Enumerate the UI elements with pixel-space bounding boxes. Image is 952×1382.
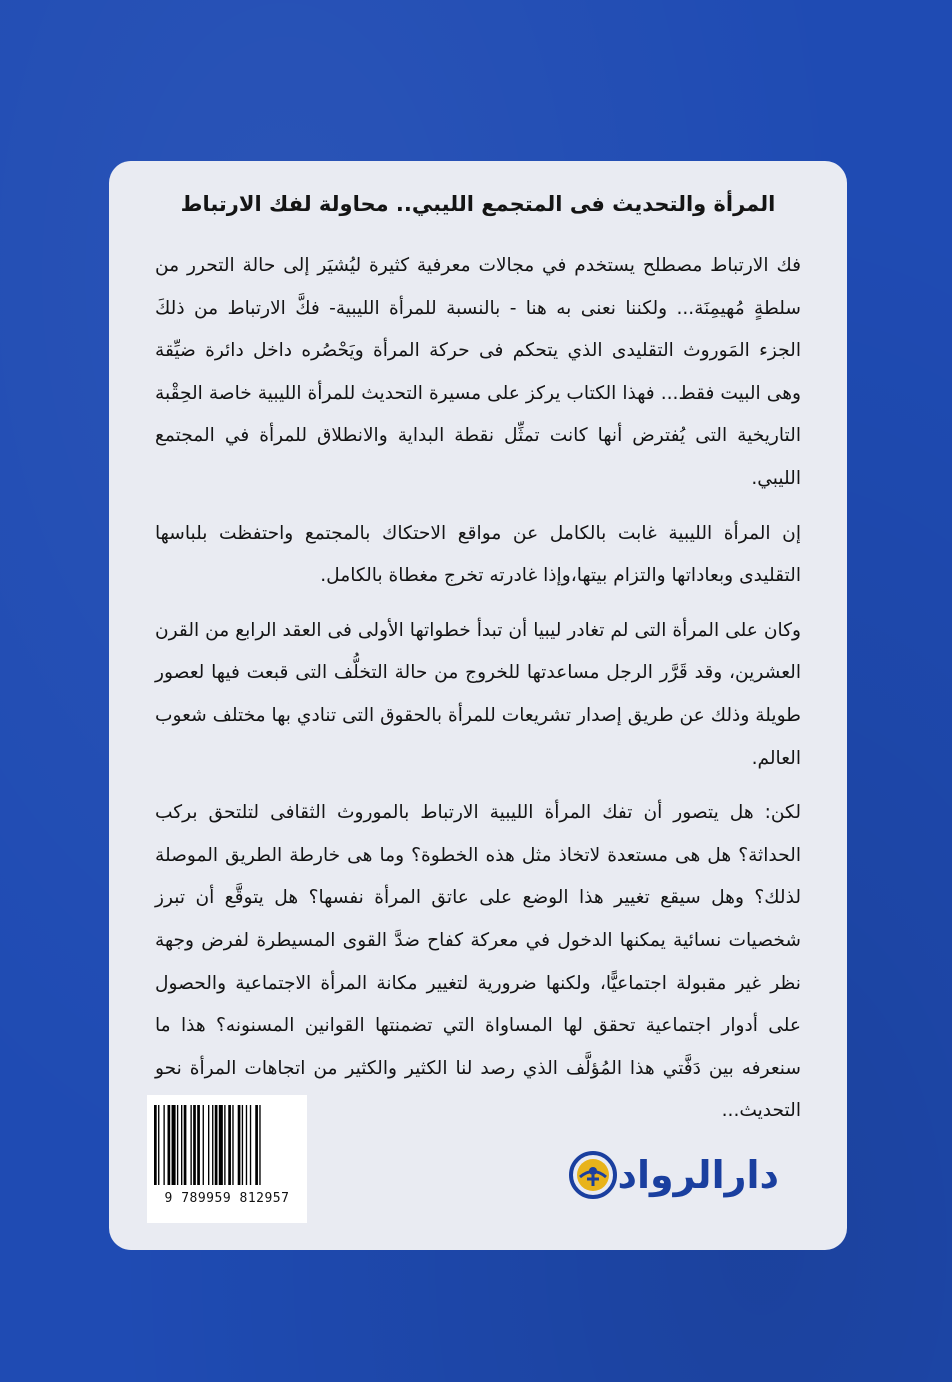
barcode-bar — [163, 1105, 164, 1185]
publisher-emblem-icon — [568, 1150, 618, 1200]
blurb-paragraph: إن المرأة الليبية غابت بالكامل عن مواقع الاحتكاك بالمجتمع واحتفظت بلباسها التقليدى وبعاداتها والتزام بيتها،وإذا غادرته تخرج مغطاة بالكامل. — [155, 522, 801, 587]
barcode-bars — [152, 1105, 302, 1189]
barcode-bar — [224, 1105, 225, 1185]
barcode-bar — [255, 1105, 258, 1185]
barcode-bar — [242, 1105, 243, 1185]
barcode-bar — [208, 1105, 209, 1185]
isbn-barcode — [147, 1095, 307, 1223]
barcode-bar — [250, 1105, 251, 1185]
blurb-paragraph: وكان على المرأة التى لم تغادر ليبيا أن تبدأ خطواتها الأولى فى العقد الرابع من القرن العشرين، وقد قَرَّر الرجل مساعدتها للخروج من حالة التخلُّف التى قبعت فيها لعصور طويلة وذلك عن طريق إصدار تشريعات للمرأة بالحقوق التى تنادي بها مختلف شعوب العالم. — [155, 619, 801, 769]
book-title: المرأة والتحديث فى المتجمع الليبي.. محاولة لفك الارتباط — [180, 192, 776, 216]
barcode-bar — [193, 1105, 196, 1185]
barcode-bar — [232, 1105, 233, 1185]
barcode-bar — [154, 1105, 157, 1185]
barcode-bar — [215, 1105, 218, 1185]
barcode-bar — [219, 1105, 223, 1185]
barcode-bar — [184, 1105, 187, 1185]
barcode-bar — [238, 1105, 241, 1185]
blurb-paragraph: لكن: هل يتصور أن تفك المرأة الليبية الارتباط بالموروث الثقافى لتلتحق بركب الحداثة؟ هل هى مستعدة لاتخاذ مثل هذه الخطوة؟ وما هى خارطة الطريق الموصلة لذلك؟ وهل سيقع تغيير هذا الوضع على عاتق المرأة نفسها؟ هل يتوقَّع أن تبرز شخصيات نسائية يمكنها الدخول في معركة كفاح ضدَّ القوى المسيطرة لفرض وجهة نظر غير مقبولة اجتماعيًّا، ولكنها ضرورية لتغيير مكانة المرأة الاجتماعية والحصول على أدوار اجتماعية تحقق لها المساواة التي تضمنتها القوانين المسنونه؟ هذا ما سنعرفه بين دَفَّتي هذا المُؤلَّف الذي رصد لنا الكثير والكثير من اتجاهات المرأة نحو التحديث... — [155, 802, 801, 1122]
barcode-bar — [212, 1105, 213, 1185]
barcode-bar — [197, 1105, 200, 1185]
barcode-bar — [203, 1105, 204, 1185]
barcode-bar — [168, 1105, 171, 1185]
blurb-paragraph: فك الارتباط مصطلح يستخدم في مجالات معرفية كثيرة ليُشيَر إلى حالة التحرر من سلطةٍ مُهيمِنَة... ولكننا نعنى به هنا - بالنسبة للمرأة الليبية- فكَّ الارتباط من ذلكَ الجزء المَوروث التقليدى الذي يتحكم فى حركة المرأة ويَحْصُره داخل دائرة ضيِّقة وهى البيت فقط... فهذا الكتاب يركز على مسيرة التحديث للمرأة الليبية خاصة الحِقْبة التاريخية التى يُفترض أنها كانت تمثِّل نقطة البداية والانطلاق للمرأة في المجتمع الليبي. — [155, 255, 801, 489]
barcode-bar — [181, 1105, 182, 1185]
publisher-name: دارالرواد — [617, 1153, 779, 1197]
barcode-bar — [246, 1105, 247, 1185]
barcode-bar — [190, 1105, 191, 1185]
barcode-bar — [177, 1105, 178, 1185]
barcode-bar — [158, 1105, 159, 1185]
barcode-bar — [172, 1105, 176, 1185]
isbn-number: 9 789959 812957 — [164, 1191, 290, 1206]
blurb-panel — [109, 161, 847, 1250]
barcode-bar — [259, 1105, 260, 1185]
publisher-logo — [568, 1149, 785, 1201]
barcode-bar — [228, 1105, 231, 1185]
